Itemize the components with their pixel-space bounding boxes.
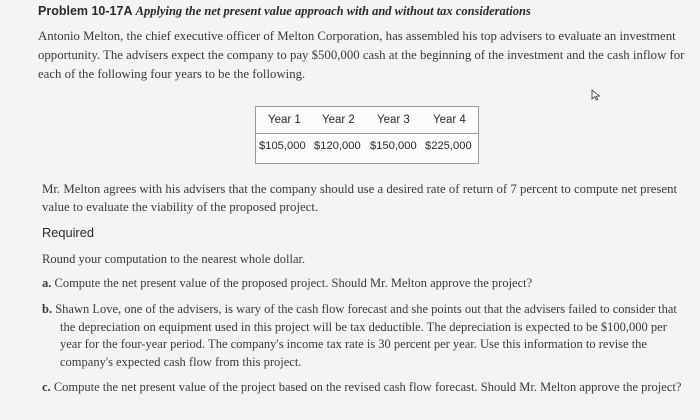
- requirement-item-a: [42, 275, 690, 293]
- item-label: a.: [42, 276, 52, 290]
- problem-number: Problem 10-17A: [38, 4, 133, 18]
- table-header-cell: Year 2: [322, 114, 355, 126]
- mouse-cursor-icon: [590, 89, 602, 101]
- problem-title: [38, 4, 688, 19]
- problem-subtitle: Applying the net present value approach with and without tax considerations: [135, 4, 531, 18]
- table-value-cell: $150,000: [370, 140, 417, 152]
- intro-paragraph: Antonio Melton, the chief executive officer of Melton Corporation, has assembled his top advisers to evaluate an investment opportunity. The advisers expect the company to pay $500,000 cash at the beginning of the investment and the cash inflow for each of the following four years to be the following.: [38, 29, 685, 81]
- rate-paragraph: Mr. Melton agrees with his advisers that the company should use a desired rate of return of 7 percent to compute net present value to evaluate the viability of the proposed project.: [42, 182, 678, 214]
- table-header-cell: Year 1: [268, 114, 301, 126]
- rounding-instruction: Round your computation to the nearest whole dollar.: [42, 252, 306, 266]
- table-header-row: [256, 107, 478, 134]
- table-value-cell: $225,000: [425, 140, 472, 152]
- item-text: Compute the net present value of the project based on the revised cash flow forecast. Should Mr. Melton approve the project?: [53, 380, 682, 394]
- table-header-cell: Year 3: [377, 114, 410, 126]
- table-value-cell: $105,000: [259, 140, 306, 152]
- requirement-item-b: [42, 301, 690, 371]
- item-text: Shawn Love, one of the advisers, is wary of the cash flow forecast and she points out that the advisers failed to consider that the depreciation on equipment used in this project will be tax deductible. The depreciation is expected to be $100,000 per year for the four-year period. The company's income tax rate is 30 percent per year. Use this information to revise the company's expected cash flow from this project.: [55, 302, 677, 369]
- requirement-item-c: [42, 379, 690, 397]
- table-header-cell: Year 4: [433, 114, 466, 126]
- item-label: c.: [42, 380, 51, 394]
- item-label: b.: [42, 302, 53, 316]
- cash-inflow-table: [255, 106, 479, 164]
- item-text: Compute the net present value of the proposed project. Should Mr. Melton approve the project?: [54, 276, 533, 290]
- table-value-cell: $120,000: [314, 140, 361, 152]
- required-heading: Required: [42, 225, 94, 240]
